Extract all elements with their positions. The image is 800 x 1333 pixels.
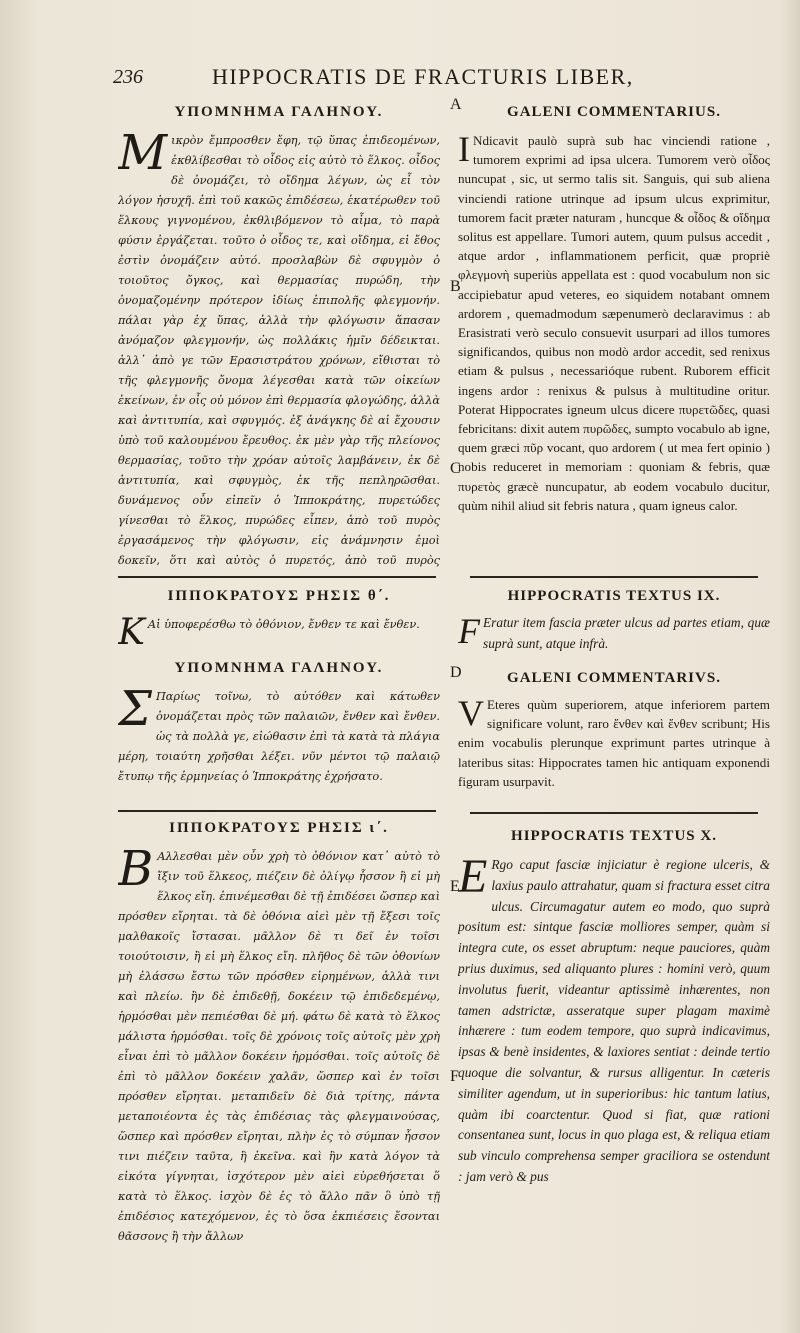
latin-commentary-2 [458,670,770,810]
margin-letter-b: B [450,278,461,295]
drop-cap: K [118,612,145,652]
section-divider [470,576,758,578]
section-heading: ΙΠΠΟΚΡΑΤΟΥΣ ΡΗΣΙΣ θ΄. [167,588,391,604]
latin-paragraph [458,695,770,791]
hippocrates-textus-9 [458,588,770,666]
section-heading: HIPPOCRATIS TEXTUS IX. [507,588,721,604]
running-head [0,62,800,92]
margin-letter-e: E [450,878,460,895]
section-heading: ΥΠΟΜΝΗΜΑ ΓΑΛΗΝΟΥ. [174,104,384,120]
latin-paragraph [458,131,770,515]
section-divider [470,812,758,814]
greek-paragraph [118,681,440,787]
section-heading: HIPPOCRATIS TEXTUS X. [511,828,717,844]
paragraph-text: Παρίως τοῖνω, τὸ αὐτόθεν καὶ κάτωθεν ὀνομάζεται πρὸς τῶν παλαιῶν, ἔνθεν καὶ ἔνθεν. ὡς τὰ πολλὰ γε, εἰώθασιν ἐπὶ τὰ κατὰ τὰ πλάγια μέρη, τοιαύτη χρῆσθαι λέξει. νῦν μέντοι τῷ παλαιῷ ἔτυπῳ τῆς ἑρμηνείας ὁ Ἱπποκράτης ἐχρήσατο. [118,690,440,783]
paragraph-text: Rgo caput fasciæ injiciatur è regione ulceris, & laxius paulo attrahatur, quam si fractura esset citra ulcus. Circumagatur autem eo modo, quo suprà positum est: sintque fasciæ molliores semper, quàm si integra cute, os esset abruptum: neque pauciores, quàm prius duximus, sed aliquanto plures : homini verò, quum involutus fuerit, videantur aptissimè inhærentes, non tamen adstrictæ, asseratque super plagam maximè inhærere : tum eodem tempore, quo suprà indicavimus, ipsas & benè insidentes, & laxiores sentiat : deinde tertio quoque die solvantur, & rursus alligentur. In cæteris similiter agendum, ut in superioribus: hic tantum latius, quàm ibi coarctentur. Quod si fiat, quæ rationi consentanea sunt, locus in quo plaga est, & reliqua etiam sub vinculo comprehensa semper graciliora se ostendunt : jam verò & pus [458,857,770,1184]
drop-cap: E [458,850,488,903]
margin-letter-d: D [450,664,462,681]
section-divider [118,810,436,812]
paragraph-text: Αλλεσθαι μὲν οὖν χρὴ τὸ ὀθόνιον κατ᾽ αὐτὸ τὸ ἴξιν τοῦ ἕλκεος, πιέζειν δὲ ὀλίγῳ ἧσσον ἢ εἰ μὴ ἕλκος εἴη. ἐπινέμεσθαι δὲ τῇ ἐπιδέσει ὥσπερ καὶ πρόσθεν εἴρηται. τὰ δὲ ὀθόνια αἰεὶ μὲν τῇ ἔξεσι τοῖς μαλθακοῖς ἴστασαι. μᾶλλον δὲ τι δεῖ ἐν τοῖσι τοιούτοισιν, ἢ εἰ μὴ ἕλκος εἴη. πλῆθος δὲ τῶν ὀθονίων μὴ ἐλάσσω ἔστω τῶν πρόσθεν εἰρημένων, ἀλλὰ τινι καὶ πλείω. ἢν δὲ ἐπιδεθῇ, δοκέειν τῷ ἐπιδεδεμένῳ, ἡρμόσθαι μὲν πεπιέσθαι δὲ μή. φάτω δὲ κατὰ τὸ ἕλκος μάλιστα ἡρμόσθαι. τοῖς δὲ χρόνοις τοῖς αὐτοῖς μὲν χρὴ εἶναι ἐπὶ τὸ μᾶλλον δοκέειν ἡρμόσθαι. τοῖς αὐτοῖς δὲ ἐπὶ τὸ μᾶλλον δοκέειν χαλᾶν, ὥσπερ καὶ ἐν τοῖσι πρόσθεν εἴρηται. μεταπιδεῖν δὲ διὰ τρίτης, πάντα μεταποιέοντα ἐς τὰς ἐπιδέσιας τὰς φλεγμαινούσας, ὥσπερ καὶ πρόσθεν εἴρηται, πλὴν ἐς τὸ σύμπαν ἧσσον τινι πιέζειν ταῦτα, ἢ ἐκεῖνα. καὶ ἢν κατὰ λόγον τὰ εἰκότα γίγνηται, ἰσχότερον μὲν αἰεὶ εὑρεθήσεται ὅ κατὰ τὸ ἕλκος. ἰσχὸν δὲ ἐς τὸ ἄλλο πᾶν ὃ ὑπὸ τῇ ἐπιδέσιος κατεχόμενον, ἐς τὸ ὅσα ἐκπιέσεις ἔσονται θᾶσσονς ἢ τὴν ἄλλων [118,850,440,1243]
section-heading: GALENI COMMENTARIVS. [507,670,721,686]
hippocrates-rhesis-9 [118,588,440,652]
paragraph-text: ικρὸν ἔμπροσθεν ἔφη, τῷ ὕπας ἐπιδεομένων, ἐκθλίβεσθαι τὸ οἶδος εἰς αὐτὸ τὸ ἕλκος. οἶδος δὲ ὀνομάζει, τὸ οἴδημα λέγων, ὡς εἶ τὸν λόγον ἡσυχῆ. ἐπὶ τοῦ κακῶς ἐπιδέσεω, ἑκατέρωθεν τοῦ ἕλκους γιγνομένου, ἐκθλιβόμενον τὸ αἷμα, τὸ παρὰ φύσιν ἐργάζεται. τοῦτο ὁ οἶδος τε, καὶ οἴδημα, εἰ ἔθος ἐστὶν ὀνομάζειν αὐτό. προσλαβὼν δὲ σφυγμὸν ὁ τοιοῦτος ὄγκος, καὶ θερμασίας πυρώδη, τὴν ὀνομαζομένην πρότερον ἰδίως ἐπιπολῆς φλεγμονήν. πάλαι γὰρ ἐχ ὕπας, ἀλλὰ τὴν φλόγωσιν ἅπασαν ἀνόμαζον φλεγμονήν, ὡς πολλάκις ἡμῖν δέδεικται. ἀλλ᾽ ἀπὸ γε τῶν Ερασιστράτου χρόνων, εἴθισται τὸ τῆς φλεγμονῆς ὄνομα λέγεσθαι κατὰ τῶν οἰκείων ἐκείνων, ἐν οἷς οὐ μόνον ἐπὶ θερμασία φλογώδης, ἀλλὰ καὶ ἀντιτυπία, καὶ σφυγμός. ἐξ ἀνάγκης δὲ αἱ ἔχουσιν ὑπὸ τοῦ καλουμένου ἔρευθος. ἐκ μὲν γὰρ τῆς πλείονος θερμασίας, τοῦτο τὴν χρόαν αὐτοῖς λαμβάνειν, ἐκ δὲ ἀντιτυπία, καὶ σφυγμὸς, ἐκ τῆς πεπληρῶσθαι. δυνάμενος οὖν εἰπεῖν ὁ Ἱπποκράτης, πυρετώδες γίνεσθαι τὸ ἕλκος, πυρώδες εἶπεν, ἀπὸ τοῦ πυρὸς ἐργασάμενος τὴν φλόγωσιν, εἰς ἀνάμνησιν ἐμοὶ δοκεῖν, ὅτι καὶ αὐτὸς ὁ πυρετός, ἀπὸ τοῦ πυρὸς [118,134,440,567]
greek-paragraph [118,841,440,1247]
margin-letter-c: C [450,460,461,477]
greek-paragraph [118,612,440,652]
paragraph-text: Eteres quùm superiorem, atque inferiorem partem significare volunt, raro ἔνθεν καὶ ἔνθεν scribunt; His enim vocabulis plerunque exprimunt partes utrinque à lateribus sitas: Hippocrates tamen hic antiquam exponendi figuram usurpavit. [458,697,770,789]
margin-letter-a: A [450,96,462,113]
page-number: 236 [113,66,143,88]
section-heading: ΥΠΟΜΝΗΜΑ ΓΑΛΗΝΟΥ. [174,660,384,676]
paragraph-text: Αἱ ὑποφερέσθω τὸ ὀθόνιον, ἔνθεν τε καὶ ἔνθεν. [147,618,420,631]
drop-cap: V [458,693,484,733]
hippocrates-rhesis-10 [118,820,440,1280]
section-divider [118,576,436,578]
paragraph-text: Ndicavit paulò suprà sub hac vinciendi ratione , tumorem exprimi ad ipsa ulcera. Tumorem verò οἶδος nuncupat , sic, ut sermo talis sit. Sanguis, qui sub aliena vinciendi ratione utrinque ad ipsum ulcus exprimitur, tumorem facit præter naturam , huncque & οἶδος & οἴδημα solitus est appellare. Tumori autem, quum pulsus accedit , atque ardor , inflammationem perficit, quæ propriè φλεγμονὴ superiùs appellata est : quod vocabulum non sic accipiebatur apud veteres, eo siquidem notabant omnem ardorem , quemadmodum sæpenumerò declaravimus : ab Erasistrati verò seculo consuevit usurpari ad illos tumores significandos, quibus non modò ardor accedit, sed renixus etiam & pulsus , necessarióque rubent. Ruborem efficit ingens ardor : renixus & pulsus à multitudine oritur. Poterat Hippocrates igneum ulcus dicere πυρετῶδες, quasi febricitans: dixit autem πυρῶδες, sumpto vocabulo ab igne, quem græci πῦρ vocant, quo ardorem ( ut mea fert opinio ) nobis reduceret in memoriam : quoniam & febris, quæ πυρετὸς græcè nuncupatur, ab eodem vocabulo ducitur, quùm nihil aliud sit febris natura , quam igneus calor. [458,133,770,513]
latin-paragraph [458,613,770,655]
running-title: HIPPOCRATIS DE FRACTURIS LIBER, [212,64,634,89]
drop-cap: Σ [118,681,152,737]
paragraph-text: Eratur item fascia præter ulcus ad partes etiam, quæ suprà sunt, atque infrà. [483,615,770,651]
section-heading: GALENI COMMENTARIUS. [507,104,721,120]
margin-letter-f: F [450,1068,459,1085]
greek-commentary-1 [118,104,440,570]
section-heading: ΙΠΠΟΚΡΑΤΟΥΣ ΡΗΣΙΣ ι΄. [169,820,389,836]
drop-cap: M [118,125,168,181]
drop-cap: F [458,611,480,651]
latin-paragraph [458,850,770,1188]
drop-cap: I [458,129,470,169]
greek-commentary-2 [118,660,440,800]
greek-paragraph [118,125,440,570]
hippocrates-textus-10 [458,828,770,1290]
latin-commentary-1 [458,104,770,570]
drop-cap: B [118,841,154,897]
